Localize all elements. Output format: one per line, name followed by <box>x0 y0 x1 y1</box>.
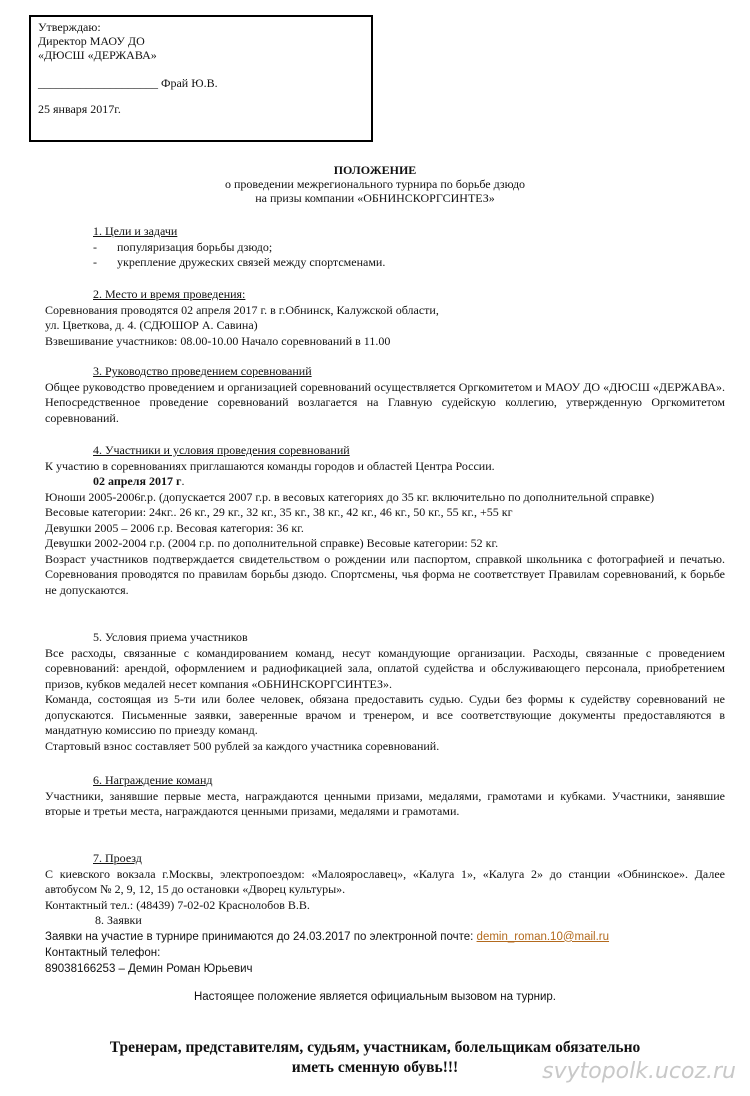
schedule-text: Взвешивание участников: 08.00-10.00 Начало соревнований в 11.00 <box>45 333 391 348</box>
section-heading: 4. Участники и условия проведения соревнований <box>93 443 350 457</box>
paragraph: Стартовый взнос составляет 500 рублей за каждого участника соревнований. <box>45 738 440 753</box>
section-heading: 7. Проезд <box>93 851 142 865</box>
approval-box <box>29 15 373 142</box>
paragraph: С киевского вокзала г.Москвы, электропоездом: «Малоярославец», «Калуга 1», «Калуга 2» до станции «Обнинское». Далее автобусом № 2, 9, 12, 15 до остановки «Дворец культуры». <box>45 866 725 896</box>
approval-organization: «ДЮСШ «ДЕРЖАВА» <box>38 48 157 62</box>
paragraph: Юноши 2005-2006г.р. (допускается 2007 г.р. в весовых категориях до 35 кг. включительно по дополнительной справке) <box>45 489 655 504</box>
paragraph: Возраст участников подтверждается свидетельством о рождении или паспортом, справкой школьника с фотографией и печатью. Соревнования проводятся по правилам борьбы дзюдо. Спортсмены, чья форма не соответствует Правилам соревнований, к борьбе не допускаются. <box>45 551 725 597</box>
approval-line: Утверждаю: <box>38 20 101 34</box>
weight-categories: Весовые категории: 24кг.. 26 кг., 29 кг., 32 кг., 35 кг., 38 кг., 42 кг., 46 кг., 50 кг., 55 кг., +55 кг <box>45 505 513 519</box>
document-title: ПОЛОЖЕНИЕ <box>333 163 417 177</box>
paragraph: Девушки 2005 – 2006 г.р. Весовая категория: 36 кг. <box>45 520 304 535</box>
approval-position: Директор МАОУ ДО <box>38 34 145 48</box>
contact-phone: 89038166253 – Демин Роман Юрьевич <box>45 962 253 975</box>
contact-text: Контактный тел.: (48439) 7-02-02 Краснолобов В.В. <box>45 897 310 912</box>
paragraph: Все расходы, связанные с командированием команд, несут командующие организации. Расходы, связанные с проведением соревнований: арендой, оформлением и радиофикацией зала, оплатой судейства и обслуживающего персонала, приобретением призов, кубков медалей несет компания «ОБНИНСКОРГСИНТЕЗ». <box>45 645 725 691</box>
paragraph: Участники, занявшие первые места, награждаются ценными призами, медалями, грамотами и кубками. Участники, занявшие вторые и третьи места, награждаются ценными призами, медалями и грамотами. <box>45 788 725 818</box>
document-subtitle-2: на призы компании «ОБНИНСКОРГСИНТЕЗ» <box>255 191 495 205</box>
contact-label: Контактный телефон: <box>45 946 161 959</box>
list-item: - популяризация борьбы дзюдо; <box>93 239 273 254</box>
section-participants <box>45 443 725 598</box>
approval-date: 25 января 2017г. <box>38 102 121 116</box>
paragraph: Общее руководство проведением и организацией соревнований осуществляется Оргкомитетом и МАОУ ДО «ДЮСШ «ДЕРЖАВА». Непосредственное проведение соревнований возлагается на Главную судейскую коллегию, утвержденную Оргкомитетом соревнований. <box>45 379 725 425</box>
document-subtitle-1: о проведении межрегионального турнира по борьбе дзюдо <box>224 177 526 191</box>
paragraph: Девушки 2002-2004 г.р. (2004 г.р. по дополнительной справке) Весовые категории: 52 кг. <box>45 536 499 550</box>
section-applications <box>45 913 725 977</box>
list-item: - укрепление дружеских связей между спортсменами. <box>93 255 386 269</box>
approval-signature: ____________________ Фрай Ю.В. <box>38 76 218 90</box>
section-admission <box>45 630 725 754</box>
shoe-notice: Тренерам, представителям, судьям, участникам, болельщикам обязательно иметь сменную обувь!!! <box>109 1039 641 1076</box>
watermark: svytopolk.ucoz.ru <box>542 1059 736 1084</box>
section-goals <box>45 224 725 271</box>
paragraph: Заявки на участие в турнире принимаются до 24.03.2017 по электронной почте: demin_roman.10@mail.ru <box>45 930 610 943</box>
section-management <box>45 364 725 426</box>
event-date: 02 апреля 2017 г. <box>93 474 185 488</box>
official-call-text: Настоящее положение является официальным вызовом на турнир. <box>193 991 556 1003</box>
section-place-time <box>45 287 725 349</box>
section-travel <box>45 851 725 913</box>
section-heading: 8. Заявки <box>95 913 142 927</box>
section-heading: 6. Награждение команд <box>93 773 213 787</box>
section-awards <box>45 773 725 820</box>
paragraph: К участию в соревнованиях приглашаются команды городов и областей Центра России. <box>45 458 495 473</box>
venue-text: Соревнования проводятся 02 апреля 2017 г. в г.Обнинск, Калужской области, <box>45 302 439 317</box>
section-heading: 2. Место и время проведения: <box>93 287 246 301</box>
address-text: ул. Цветкова, д. 4. (СДЮШОР А. Савина) <box>45 318 258 332</box>
email-link[interactable]: demin_roman.10@mail.ru <box>476 930 610 943</box>
section-heading: 5. Условия приема участников <box>93 630 248 644</box>
paragraph: Команда, состоящая из 5-ти или более человек, обязана предоставить судью. Судьи без формы к судейству соревнований не допускаются. Письменные заявки, заверенные врачом и тренером, и все соответствующие документы предоставляются в мандатную комиссию по приезду команд. <box>45 692 725 737</box>
section-heading: 3. Руководство проведением соревнований <box>93 364 312 378</box>
section-heading: 1. Цели и задачи <box>93 224 178 238</box>
